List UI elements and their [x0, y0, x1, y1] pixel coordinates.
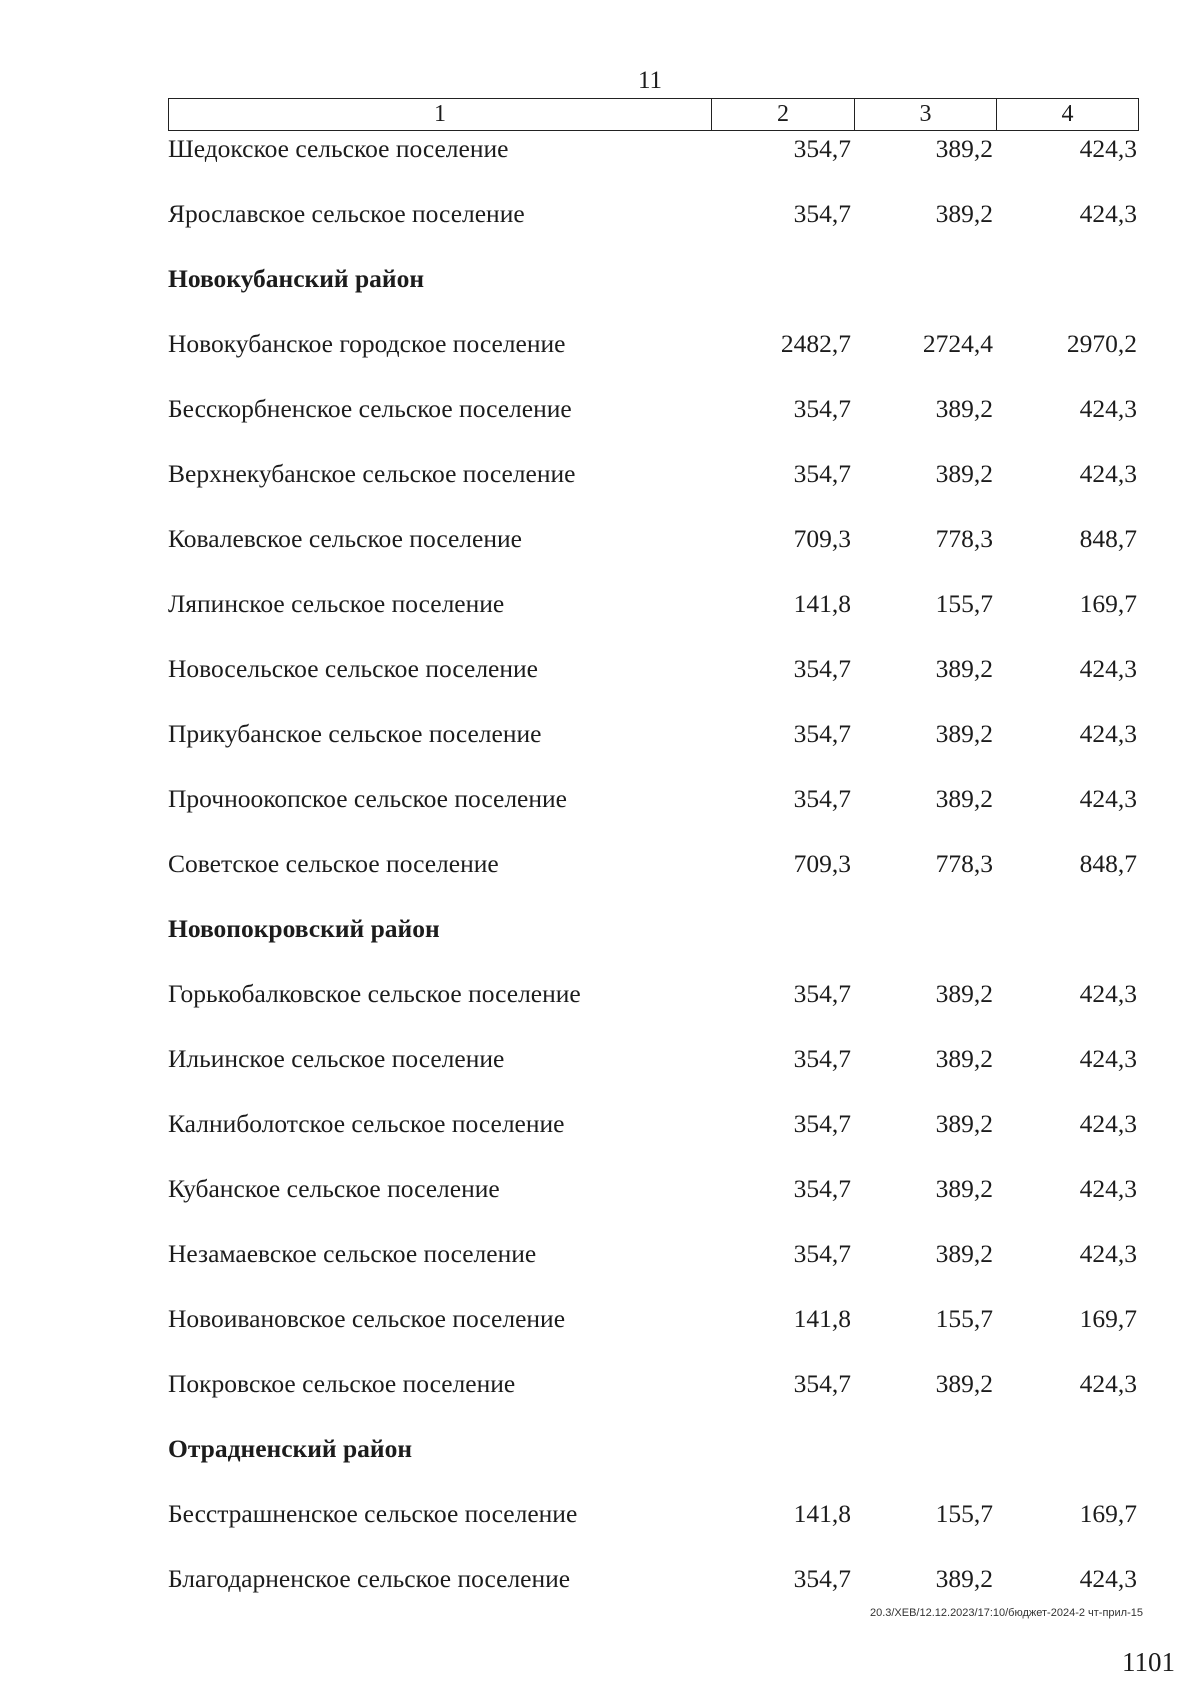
settlement-name: Новосельское сельское поселение — [168, 654, 538, 683]
value-col-2: 709,3 — [793, 849, 851, 878]
settlement-name: Бесстрашненское сельское поселение — [168, 1499, 578, 1528]
settlement-name: Незамаевское сельское поселение — [168, 1239, 537, 1268]
value-col-4: 424,3 — [1079, 199, 1137, 228]
value-col-4: 424,3 — [1079, 134, 1137, 163]
page-number: 11 — [637, 67, 663, 94]
table-body — [168, 131, 1139, 1626]
settlement-name: Прочноокопское сельское поселение — [168, 784, 567, 813]
value-col-3: 389,2 — [935, 719, 993, 748]
settlement-name: Ковалевское сельское поселение — [168, 524, 522, 553]
value-col-2: 141,8 — [793, 589, 851, 618]
table-row — [168, 1106, 1139, 1171]
value-col-3: 389,2 — [935, 979, 993, 1008]
value-col-3: 778,3 — [935, 524, 993, 553]
value-col-3: 155,7 — [935, 1499, 993, 1528]
table-row — [168, 1041, 1139, 1106]
table-row — [168, 846, 1139, 911]
value-col-3: 155,7 — [935, 1304, 993, 1333]
value-col-4: 424,3 — [1079, 654, 1137, 683]
value-col-2: 354,7 — [793, 784, 851, 813]
settlement-name: Калниболотское сельское поселение — [168, 1109, 565, 1138]
settlement-name: Советское сельское поселение — [168, 849, 499, 878]
settlement-name: Новокубанское городское поселение — [168, 329, 566, 358]
value-col-3: 778,3 — [935, 849, 993, 878]
value-col-3: 389,2 — [935, 1109, 993, 1138]
document-code: 20.3/ХЕВ/12.12.2023/17:10/бюджет-2024-2 чт-прил-15 — [869, 1607, 1143, 1619]
header-col-3: 3 — [854, 99, 996, 130]
table-row — [168, 1171, 1139, 1236]
table-row — [168, 976, 1139, 1041]
value-col-3: 389,2 — [935, 199, 993, 228]
value-col-3: 389,2 — [935, 784, 993, 813]
value-col-2: 354,7 — [793, 1564, 851, 1593]
table-row — [168, 456, 1139, 521]
value-col-3: 389,2 — [935, 654, 993, 683]
table-row — [168, 1366, 1139, 1431]
sheet-number: 1101 — [1122, 1647, 1175, 1677]
value-col-2: 354,7 — [793, 1109, 851, 1138]
table-row — [168, 196, 1139, 261]
district-name: Новокубанский район — [168, 264, 425, 293]
table-row — [168, 651, 1139, 716]
value-col-4: 169,7 — [1079, 589, 1137, 618]
table-row — [168, 781, 1139, 846]
value-col-4: 424,3 — [1079, 719, 1137, 748]
value-col-4: 2970,2 — [1066, 329, 1137, 358]
value-col-4: 424,3 — [1079, 979, 1137, 1008]
table-row — [168, 391, 1139, 456]
settlement-name: Верхнекубанское сельское поселение — [168, 459, 576, 488]
settlement-name: Кубанское сельское поселение — [168, 1174, 500, 1203]
value-col-2: 141,8 — [793, 1304, 851, 1333]
value-col-2: 354,7 — [793, 1369, 851, 1398]
table-row — [168, 131, 1139, 196]
district-name: Новопокровский район — [168, 914, 440, 943]
value-col-3: 389,2 — [935, 1044, 993, 1073]
value-col-4: 169,7 — [1079, 1304, 1137, 1333]
value-col-3: 389,2 — [935, 1564, 993, 1593]
settlement-name: Прикубанское сельское поселение — [168, 719, 542, 748]
value-col-3: 389,2 — [935, 394, 993, 423]
table-row — [168, 326, 1139, 391]
value-col-4: 424,3 — [1079, 1564, 1137, 1593]
value-col-2: 2482,7 — [780, 329, 851, 358]
settlement-name: Новоивановское сельское поселение — [168, 1304, 566, 1333]
value-col-2: 354,7 — [793, 199, 851, 228]
value-col-2: 354,7 — [793, 134, 851, 163]
settlement-name: Шедокское сельское поселение — [168, 134, 509, 163]
header-col-4: 4 — [996, 99, 1138, 130]
value-col-4: 169,7 — [1079, 1499, 1137, 1528]
value-col-4: 848,7 — [1079, 524, 1137, 553]
value-col-2: 141,8 — [793, 1499, 851, 1528]
settlement-name: Благодарненское сельское поселение — [168, 1564, 571, 1593]
value-col-2: 354,7 — [793, 1174, 851, 1203]
value-col-3: 389,2 — [935, 134, 993, 163]
value-col-4: 424,3 — [1079, 1239, 1137, 1268]
table-row — [168, 521, 1139, 586]
settlement-name: Ляпинское сельское поселение — [168, 589, 505, 618]
table-row — [168, 1496, 1139, 1561]
header-col-2: 2 — [711, 99, 854, 130]
table-row — [168, 1301, 1139, 1366]
value-col-3: 155,7 — [935, 589, 993, 618]
value-col-2: 709,3 — [793, 524, 851, 553]
value-col-2: 354,7 — [793, 394, 851, 423]
district-heading-row — [168, 261, 1139, 326]
settlement-name: Горькобалковское сельское поселение — [168, 979, 581, 1008]
value-col-3: 389,2 — [935, 1239, 993, 1268]
value-col-2: 354,7 — [793, 1044, 851, 1073]
value-col-2: 354,7 — [793, 719, 851, 748]
settlement-name: Ильинское сельское поселение — [168, 1044, 505, 1073]
value-col-2: 354,7 — [793, 1239, 851, 1268]
value-col-4: 424,3 — [1079, 1174, 1137, 1203]
district-heading-row — [168, 911, 1139, 976]
value-col-2: 354,7 — [793, 459, 851, 488]
district-heading-row — [168, 1431, 1139, 1496]
value-col-2: 354,7 — [793, 979, 851, 1008]
value-col-4: 848,7 — [1079, 849, 1137, 878]
value-col-4: 424,3 — [1079, 1044, 1137, 1073]
settlement-name: Ярославское сельское поселение — [168, 199, 525, 228]
value-col-3: 2724,4 — [922, 329, 993, 358]
settlement-name: Покровское сельское поселение — [168, 1369, 516, 1398]
header-col-1: 1 — [434, 101, 446, 127]
table-row — [168, 586, 1139, 651]
value-col-2: 354,7 — [793, 654, 851, 683]
value-col-4: 424,3 — [1079, 784, 1137, 813]
table-row — [168, 1236, 1139, 1301]
district-name: Отрадненский район — [168, 1434, 413, 1463]
value-col-3: 389,2 — [935, 1369, 993, 1398]
value-col-3: 389,2 — [935, 459, 993, 488]
table-row — [168, 716, 1139, 781]
settlement-name: Бесскорбненское сельское поселение — [168, 394, 572, 423]
value-col-4: 424,3 — [1079, 1109, 1137, 1138]
table-header — [168, 98, 1139, 131]
value-col-4: 424,3 — [1079, 394, 1137, 423]
value-col-4: 424,3 — [1079, 1369, 1137, 1398]
value-col-4: 424,3 — [1079, 459, 1137, 488]
value-col-3: 389,2 — [935, 1174, 993, 1203]
